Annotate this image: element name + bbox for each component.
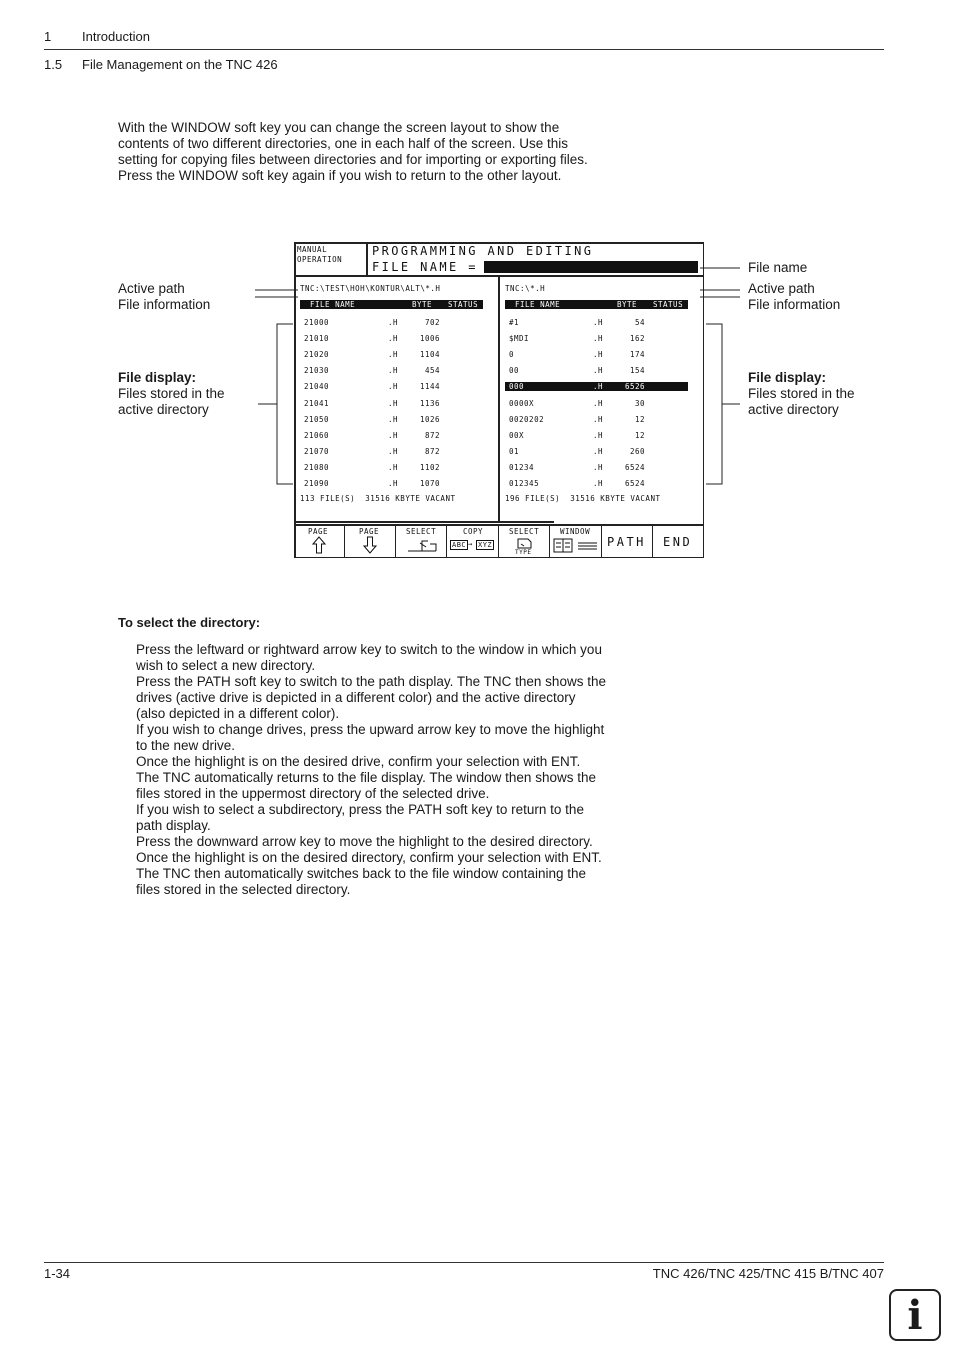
file-row[interactable] <box>505 415 688 424</box>
window-layout-icon <box>553 538 599 554</box>
file-row-ext: .H <box>593 430 604 440</box>
screen-mode-line1: MANUAL <box>297 245 328 254</box>
file-row[interactable] <box>300 399 483 408</box>
softkey-select-type-label: SELECT <box>509 527 540 536</box>
softkey-page-up-label: PAGE <box>308 527 329 536</box>
file-row-ext: .H <box>388 350 399 360</box>
file-row-size: 1102 <box>419 462 440 472</box>
file-row-size: 1104 <box>419 350 440 360</box>
callout-right-file-name: File name <box>748 260 808 275</box>
file-row-size: 6524 <box>624 462 645 472</box>
file-row-size: 54 <box>634 318 645 327</box>
file-row-ext: .H <box>388 334 399 344</box>
file-row-name: 21090 <box>304 479 330 488</box>
softkey-window-label: WINDOW <box>560 527 591 536</box>
procedure-step: If you wish to change drives, press the upward arrow key to move the highlight to the new drive. <box>136 722 605 753</box>
file-row-size: 1026 <box>419 414 440 424</box>
softkey-window[interactable] <box>550 525 601 558</box>
arrow-up-icon <box>312 536 326 554</box>
callout-right-file-display-label: File display: <box>748 370 827 385</box>
bracket-right-file-display <box>706 324 722 484</box>
right-footer: 196 FILE(S) 31516 KBYTE VACANT <box>505 494 661 503</box>
file-row-size: 162 <box>629 334 645 344</box>
left-col-byte: BYTE <box>412 300 433 309</box>
file-row[interactable] <box>300 334 483 343</box>
file-row[interactable] <box>505 399 688 408</box>
file-row-name: 00 <box>509 366 520 376</box>
select-file-icon <box>406 537 438 555</box>
screen-title-line1: PROGRAMMING AND EDITING <box>372 244 594 258</box>
file-row[interactable] <box>505 463 688 472</box>
procedure-step: If you wish to select a subdirectory, press the PATH soft key to return to the path display. <box>136 802 584 833</box>
procedure-step: Press the leftward or rightward arrow key to switch to the window in which you wish to select a new directory. <box>136 642 602 673</box>
file-row-name: 00X <box>509 430 525 440</box>
file-row-size: 1006 <box>419 334 440 344</box>
file-row-name: 000 <box>509 382 525 392</box>
procedure-step: Press the downward arrow key to move the highlight to the desired directory. <box>136 834 593 849</box>
file-row-size: 1070 <box>419 479 440 488</box>
file-row-ext: .H <box>593 479 604 488</box>
file-row[interactable] <box>505 431 688 440</box>
file-row-name: 21020 <box>304 350 330 360</box>
left-path: TNC:\TEST\HOH\KONTUR\ALT\*.H <box>300 284 441 293</box>
file-row-name: 0 <box>509 350 515 360</box>
section-number: 1.5 <box>44 57 63 72</box>
callout-right-active-path: Active path <box>748 281 815 296</box>
softkey-select-type[interactable] <box>499 525 549 558</box>
file-row-ext: .H <box>388 366 399 376</box>
softkey-page-down-label: PAGE <box>359 527 380 536</box>
left-col-file-name: FILE NAME <box>310 300 356 309</box>
file-row-name: 0000X <box>509 398 535 408</box>
page-number: 1-34 <box>44 1266 71 1281</box>
file-row-size: 6524 <box>624 479 645 488</box>
bracket-left-file-display <box>277 324 293 484</box>
softkey-copy-label: COPY <box>463 527 484 536</box>
file-row-size: 30 <box>634 398 645 408</box>
file-row-size: 454 <box>424 366 440 376</box>
file-row-ext: .H <box>593 462 604 472</box>
file-row[interactable] <box>300 415 483 424</box>
file-row-ext: .H <box>388 446 399 456</box>
tnc-screen <box>294 242 704 558</box>
file-row-size: 1136 <box>419 398 440 408</box>
right-col-file-name: FILE NAME <box>515 300 561 309</box>
file-row-name: $MDI <box>509 334 530 344</box>
file-row[interactable] <box>300 463 483 472</box>
file-row-ext: .H <box>388 398 399 408</box>
softkey-row <box>294 525 704 558</box>
file-row[interactable] <box>505 366 688 375</box>
copy-target-box: XYZ <box>478 541 493 549</box>
chapter-number: 1 <box>44 29 52 44</box>
callout-left-active-path: Active path <box>118 281 185 296</box>
file-row[interactable] <box>505 447 688 456</box>
callout-right-file-information: File information <box>748 297 841 312</box>
file-row-name: 21010 <box>304 334 330 344</box>
screen-title-line2: FILE NAME = <box>372 260 478 274</box>
file-row-size: 12 <box>634 414 645 424</box>
file-row[interactable] <box>505 318 688 327</box>
file-row-name: 01 <box>509 446 520 456</box>
file-row[interactable] <box>300 350 483 359</box>
footer-rule <box>44 1262 884 1263</box>
file-row-name: 012345 <box>509 479 540 488</box>
file-row-ext: .H <box>388 462 399 472</box>
file-type-icon <box>514 537 534 549</box>
file-row-size: 260 <box>629 446 645 456</box>
file-row-name: 0020202 <box>509 414 545 424</box>
file-row-size: 872 <box>424 430 440 440</box>
section-title: File Management on the TNC 426 <box>82 57 278 72</box>
file-row-size: 174 <box>629 350 645 360</box>
file-row-ext: .H <box>388 318 399 327</box>
file-row-ext: .H <box>593 318 604 327</box>
softkey-page-up[interactable] <box>294 525 344 558</box>
file-row-name: 21050 <box>304 414 330 424</box>
file-row-name: 21000 <box>304 318 330 327</box>
left-col-status: STATUS <box>448 300 479 309</box>
file-row-ext: .H <box>593 366 604 376</box>
file-row[interactable] <box>300 431 483 440</box>
file-row-ext: .H <box>593 382 604 392</box>
copy-arrow-icon: → <box>468 540 473 548</box>
file-name-input[interactable] <box>484 261 698 273</box>
callout-left-file-display-text: Files stored in the active directory <box>118 386 225 417</box>
file-row-name: 21041 <box>304 398 330 408</box>
file-row[interactable] <box>300 318 483 327</box>
file-row-ext: .H <box>593 398 604 408</box>
softkey-select-label: SELECT <box>406 527 437 536</box>
file-row-ext: .H <box>388 382 399 392</box>
file-row-size: 12 <box>634 430 645 440</box>
file-row-ext: .H <box>593 414 604 424</box>
file-row-name: 01234 <box>509 462 535 472</box>
file-row-ext: .H <box>593 446 604 456</box>
footer-models: TNC 426/TNC 425/TNC 415 B/TNC 407 <box>652 1266 884 1281</box>
procedure-heading: To select the directory: <box>118 615 261 630</box>
softkey-end[interactable]: END <box>663 535 693 549</box>
info-icon: i <box>889 1289 941 1341</box>
chapter-title: Introduction <box>82 29 150 44</box>
file-row-size: 1144 <box>419 382 440 392</box>
file-row-ext: .H <box>593 334 604 344</box>
file-row-name: #1 <box>509 318 520 327</box>
callout-right-file-display-text: Files stored in the active directory <box>748 386 855 417</box>
file-row-name: 21060 <box>304 430 330 440</box>
file-row[interactable] <box>505 350 688 359</box>
softkey-path[interactable]: PATH <box>607 535 646 549</box>
file-row-name: 21040 <box>304 382 330 392</box>
copy-source-box: ABC <box>452 541 467 549</box>
callout-left-file-information: File information <box>118 297 211 312</box>
file-row[interactable] <box>300 382 483 391</box>
right-col-byte: BYTE <box>617 300 638 309</box>
procedure-step: Press the PATH soft key to switch to the path display. The TNC then shows the drives (active drive is depicted in a different color) and the active directory (also depicted in a different color). <box>136 674 606 721</box>
file-row[interactable] <box>505 382 688 391</box>
left-footer: 113 FILE(S) 31516 KBYTE VACANT <box>300 494 456 503</box>
procedure-step: Once the highlight is on the desired drive, confirm your selection with ENT. The TNC automatically returns to the file display. The window then shows the files stored in the uppermost directory of the selected drive. <box>136 754 596 801</box>
file-row[interactable] <box>300 447 483 456</box>
file-row-size: 154 <box>629 366 645 376</box>
right-path: TNC:\*.H <box>505 284 546 293</box>
file-row-size: 872 <box>424 446 440 456</box>
softkey-select-type-sub: TYPE <box>515 549 532 556</box>
file-row-ext: .H <box>388 479 399 488</box>
file-row-name: 21030 <box>304 366 330 376</box>
softkey-copy[interactable] <box>447 525 498 558</box>
file-row[interactable] <box>300 479 483 488</box>
file-row[interactable] <box>505 334 688 343</box>
file-row-size: 702 <box>424 318 440 327</box>
procedure-steps <box>136 642 606 898</box>
screen-mode-line2: OPERATION <box>297 255 343 264</box>
file-row-size: 6526 <box>624 382 645 392</box>
file-row-name: 21080 <box>304 462 330 472</box>
softkey-select[interactable] <box>396 525 446 558</box>
callout-left-file-display-label: File display: <box>118 370 197 385</box>
file-row-name: 21070 <box>304 446 330 456</box>
procedure-step: Once the highlight is on the desired directory, confirm your selection with ENT. The TNC then automatically switches back to the file window containing the files stored in the selected directory. <box>136 850 602 897</box>
file-row-ext: .H <box>388 414 399 424</box>
file-row[interactable] <box>505 479 688 488</box>
arrow-down-icon <box>363 536 377 554</box>
right-col-status: STATUS <box>653 300 684 309</box>
softkey-page-down[interactable] <box>345 525 395 558</box>
file-row[interactable] <box>300 366 483 375</box>
intro-paragraph: With the WINDOW soft key you can change the screen layout to show the contents of two different directories, one in each half of the screen. Use this setting for copying files between directories and for importing or exporting files. Press the WINDOW soft key again if you wish to return to the other layout. <box>118 120 588 183</box>
file-row-ext: .H <box>593 350 604 360</box>
file-row-ext: .H <box>388 430 399 440</box>
